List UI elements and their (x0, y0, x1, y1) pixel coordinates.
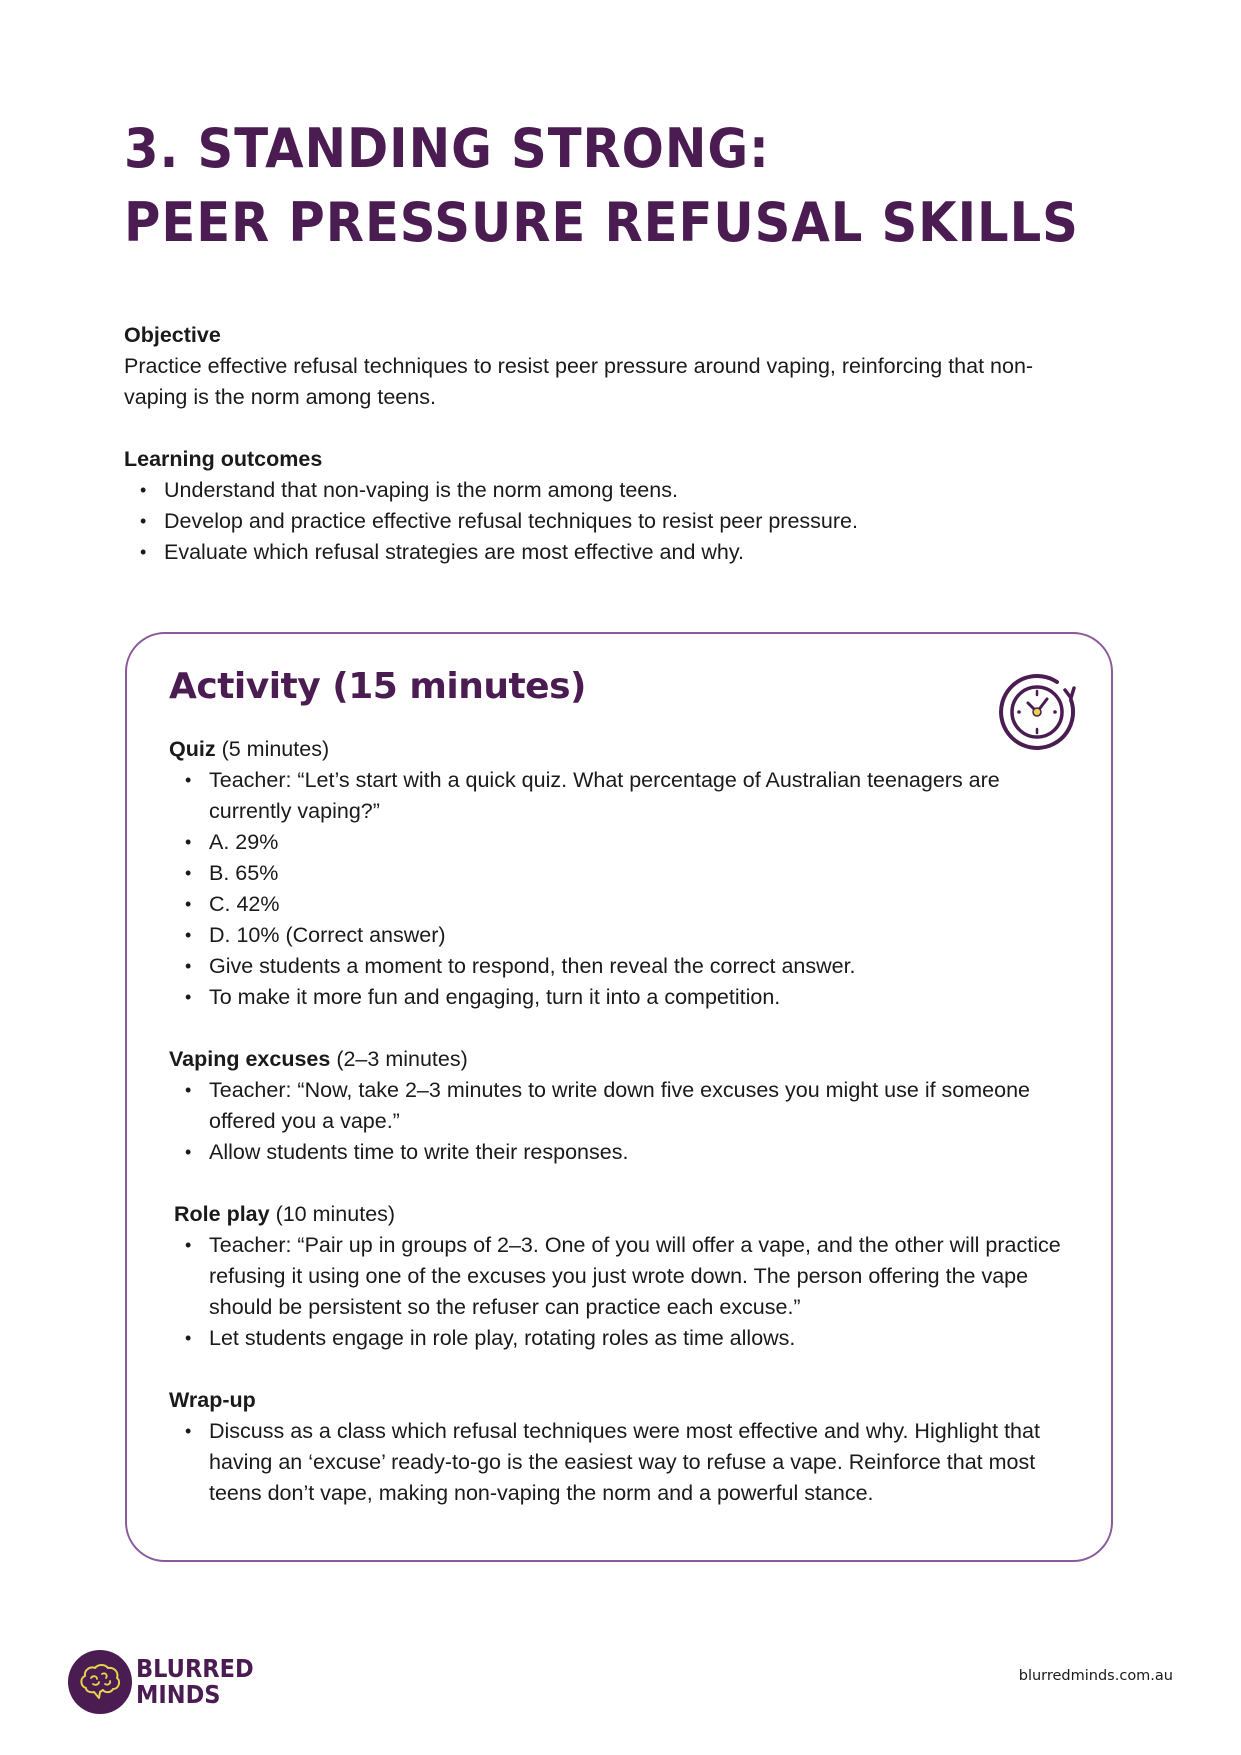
list-item: • A. 29% (169, 827, 1069, 858)
quiz-list (169, 765, 1069, 1013)
learning-outcomes-heading: Learning outcomes (124, 447, 323, 471)
logo-badge (68, 1650, 132, 1714)
wrapup-heading: Wrap-up (169, 1388, 256, 1412)
page-title (124, 112, 1079, 260)
title-line-1: 3. STANDING STRONG: (124, 117, 770, 180)
list-item: • Discuss as a class which refusal techniques were most effective and why. Highlight that having an ‘excuse’ ready-to-go is the easiest way to refuse a vape. Reinforce that most teens don’t vape, making non-vaping the norm and a powerful stance. (169, 1416, 1069, 1509)
roleplay-duration: (10 minutes) (269, 1202, 396, 1226)
learning-outcomes-list (124, 475, 1084, 568)
excuses-heading-label: Vaping excuses (169, 1047, 331, 1071)
list-item: • Let students engage in role play, rotating roles as time allows. (169, 1323, 1069, 1354)
roleplay-heading-label: Role play (174, 1202, 270, 1226)
excuses-duration: (2–3 minutes) (330, 1047, 468, 1071)
activity-body (169, 734, 1069, 1509)
blurred-minds-logo (68, 1650, 267, 1714)
roleplay-heading (169, 1199, 1069, 1230)
list-item: • Teacher: “Pair up in groups of 2–3. One of you will offer a vape, and the other will practice refusing it using one of the excuses you just wrote down. The person offering the vape should be persistent so the refuser can practice each excuse.” (169, 1230, 1069, 1323)
list-item: • Understand that non-vaping is the norm among teens. (124, 475, 1084, 506)
quiz-duration: (5 minutes) (215, 737, 330, 761)
objective-heading: Objective (124, 323, 221, 347)
list-item: • Teacher: “Now, take 2–3 minutes to write down five excuses you might use if someone offered you a vape.” (169, 1075, 1069, 1137)
title-line-2: PEER PRESSURE REFUSAL SKILLS (124, 191, 1079, 254)
logo-wordmark (136, 1656, 254, 1708)
list-item: • Teacher: “Let’s start with a quick quiz. What percentage of Australian teenagers are currently vaping?” (169, 765, 1069, 827)
quiz-heading-label: Quiz (169, 737, 216, 761)
roleplay-list (169, 1230, 1069, 1354)
quiz-heading (169, 734, 1069, 765)
list-item: • C. 42% (169, 889, 1069, 920)
logo-line-1: BLURRED (136, 1654, 254, 1683)
list-item: • Give students a moment to respond, then reveal the correct answer. (169, 951, 1069, 982)
activity-title: Activity (15 minutes) (169, 666, 586, 707)
excuses-list (169, 1075, 1069, 1168)
excuses-heading (169, 1044, 1069, 1075)
list-item: • Allow students time to write their responses. (169, 1137, 1069, 1168)
activity-box (125, 632, 1113, 1562)
list-item: • Develop and practice effective refusal techniques to resist peer pressure. (124, 506, 1084, 537)
list-item: • Evaluate which refusal strategies are most effective and why. (124, 537, 1084, 568)
website-link[interactable]: blurredminds.com.au (1018, 1668, 1173, 1684)
objective-text: Practice effective refusal techniques to resist peer pressure around vaping, reinforcing that non-vaping is the norm among teens. (124, 354, 1034, 409)
list-item: • D. 10% (Correct answer) (169, 920, 1069, 951)
brain-icon (78, 1662, 122, 1702)
list-item: • B. 65% (169, 858, 1069, 889)
logo-line-2: MINDS (136, 1680, 221, 1709)
list-item: • To make it more fun and engaging, turn it into a competition. (169, 982, 1069, 1013)
intro-section (124, 320, 1084, 568)
wrapup-list (169, 1416, 1069, 1509)
